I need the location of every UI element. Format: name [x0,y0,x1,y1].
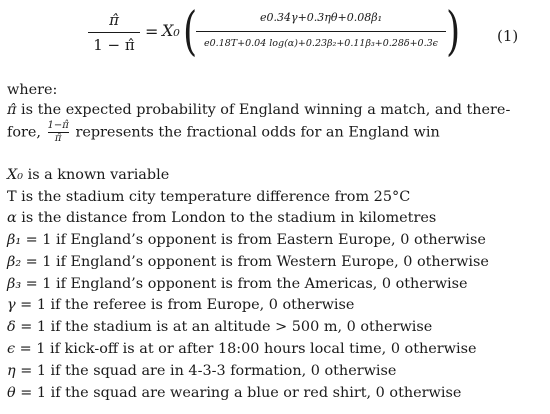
definition-line [7,295,354,315]
odds-frac-numerator: 1−π̂ [47,120,69,131]
equation-block [0,0,550,75]
rhs-denominator: e0.18T+0.04 log(α)+0.23β₂+0.11β₃+0.28δ+0.3ϵ [204,38,438,49]
def-text: = 1 if the referee is from Europe, 0 otherwise [15,297,355,313]
left-paren: ( [183,2,198,62]
def-text: = 1 if kick-off is at or after 18:00 hours local time, 0 otherwise [15,341,477,357]
right-paren: ) [446,2,461,62]
odds-frac-denominator: π̂ [54,133,62,144]
definition-line [7,187,410,207]
x0-symbol: X₀ [162,21,180,40]
def-text: = 1 if England’s opponent is from Eastern Europe, 0 otherwise [21,232,486,248]
rhs-fraction [196,10,446,52]
def-symbol: β₂ [7,254,22,270]
definition-line [7,274,468,294]
definition-line [7,230,486,250]
lhs-fraction [88,12,140,53]
odds-description [7,121,440,144]
rhs-numerator: e0.34γ+0.3ηθ+0.08β₁ [260,11,382,24]
def-symbol: β₃ [7,276,22,292]
def-symbol: β₁ [7,232,22,248]
def-text: = 1 if the squad are wearing a blue or red shirt, 0 otherwise [15,385,462,401]
pi-hat-symbol: π̂ [7,102,17,118]
def-text: = 1 if England’s opponent is from Western Europe, 0 otherwise [21,254,489,270]
definition-line [7,317,432,337]
fraction-bar [196,31,446,32]
definition-line [7,165,169,185]
def-symbol: η [7,363,16,379]
definition-line [7,208,436,228]
def-text: = 1 if the stadium is at an altitude > 500 m, 0 otherwise [15,319,433,335]
def-symbol: γ [7,297,16,313]
odds-suffix: represents the fractional odds for an England win [70,124,440,141]
def-text: = 1 if the squad are in 4-3-3 formation, 0 otherwise [15,363,397,379]
pi-hat-description [7,100,510,120]
pi-hat-text: is the expected probability of England winning a match, and there- [16,102,511,118]
def-text: is a known variable [23,167,170,183]
lhs-denominator: 1 − π̂ [93,36,135,54]
def-symbol: α [7,210,17,226]
def-symbol: θ [7,385,16,401]
where-label: where: [7,82,58,98]
definition-line [7,339,476,359]
def-text: = 1 if England’s opponent is from the Americas, 0 otherwise [21,276,468,292]
fraction-bar [88,32,140,33]
odds-prefix: fore, [7,124,46,141]
lhs-numerator: π̂ [109,11,119,29]
definition-line [7,383,461,403]
definition-line [7,252,489,272]
equation-number: (1) [497,27,519,45]
def-text: is the distance from London to the stadium in kilometres [16,210,437,226]
odds-fraction [48,121,69,144]
def-symbol: ϵ [7,341,16,357]
def-symbol: X₀ [7,167,24,183]
definition-line [7,361,396,381]
equals-sign: = [145,22,159,41]
def-symbol: δ [7,319,16,335]
def-text: T is the stadium city temperature difference from 25°C [7,189,411,205]
